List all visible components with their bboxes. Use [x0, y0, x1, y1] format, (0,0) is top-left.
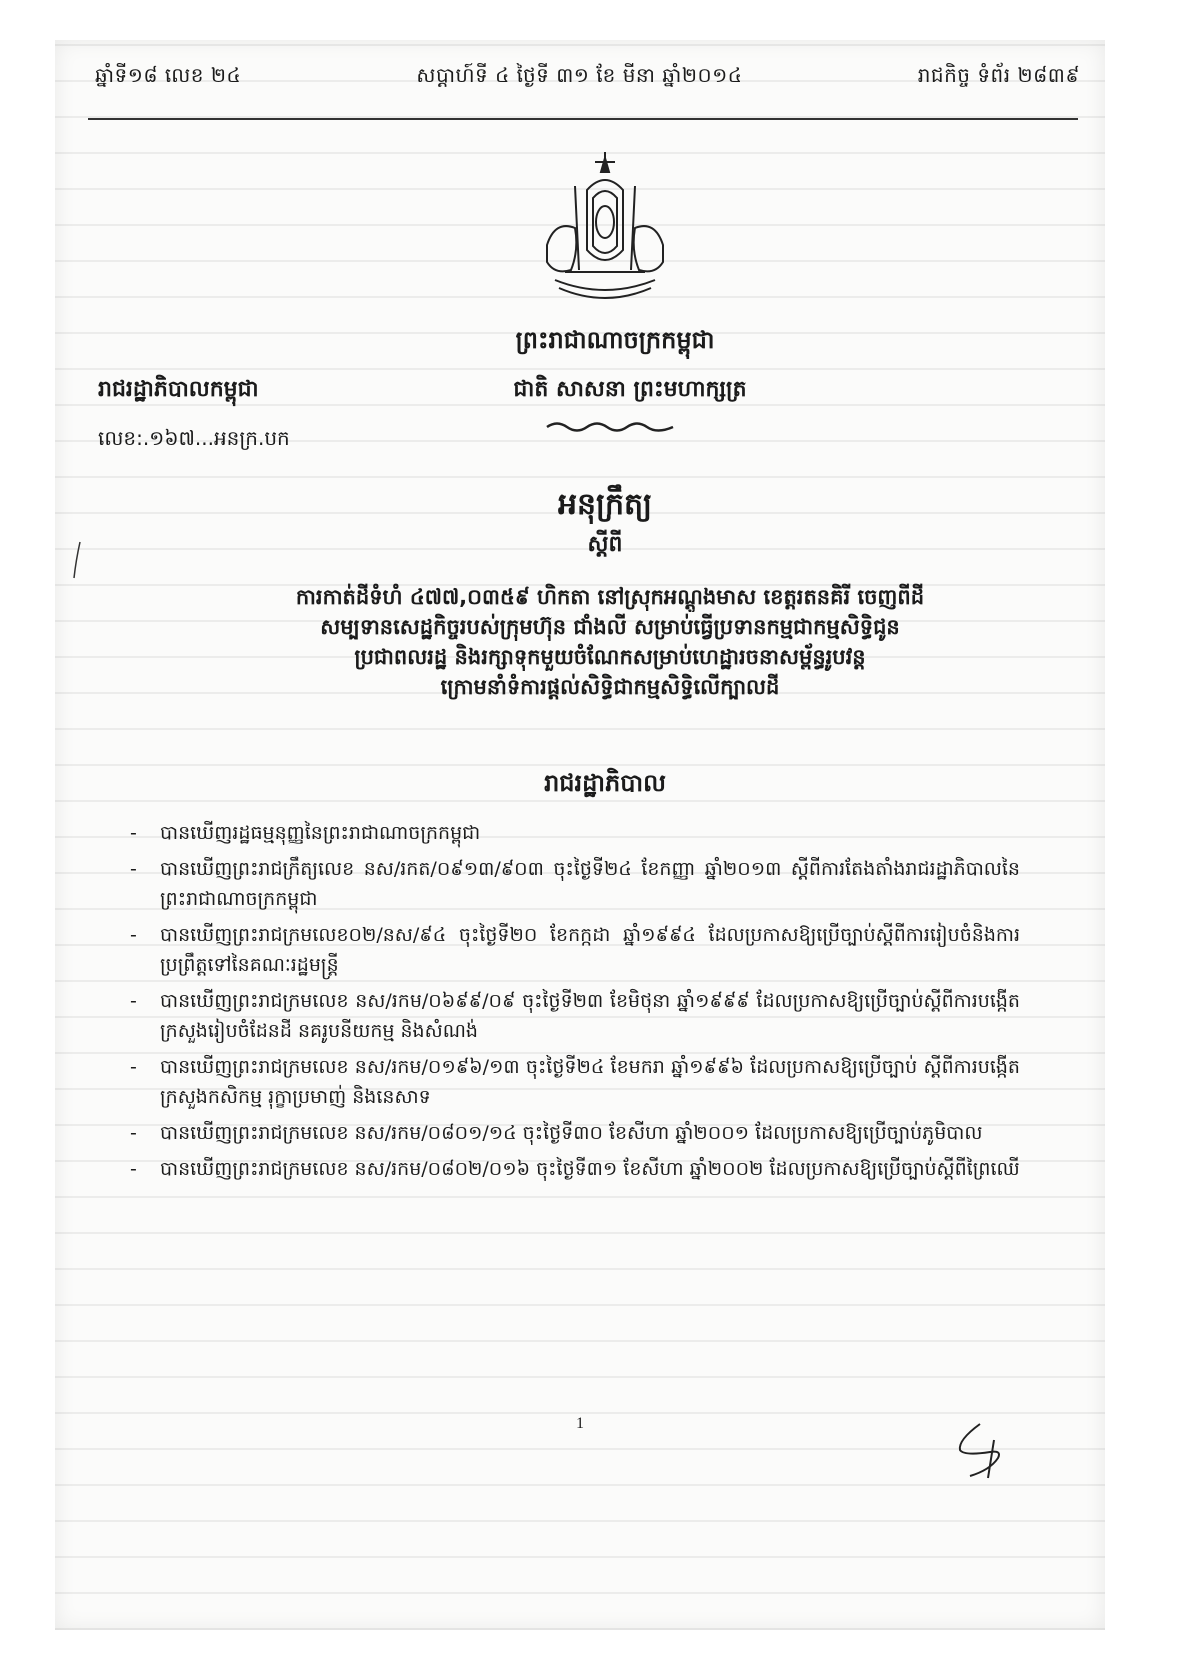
header-divider	[88, 118, 1078, 120]
list-item: - បានឃើញព្រះរាជក្រមលេខ នស/រកម/០៨០២/០១៦ ចុះថ្ងៃទី៣១ ខែសីហា ឆ្នាំ២០០២ ដែលប្រកាសឱ្យប្រើច្បាប់ស្តីពីព្រៃឈើ	[130, 1154, 1020, 1184]
subject-label: ស្តីពី	[587, 532, 623, 557]
subject-line: ក្រោមនាំទំការផ្តល់សិទ្ធិជាកម្មសិទ្ធិលើក្បាលដី	[440, 675, 780, 699]
considerations-list	[130, 818, 1020, 1190]
bullet-dash: -	[130, 990, 137, 1012]
gazette-page: រាជកិច្ច ទំព័រ ២៨៣៩	[917, 63, 1080, 87]
gazette-header	[95, 62, 1080, 92]
document-type: អនុក្រឹត្យ	[557, 487, 653, 522]
reference-number: លេខ:.១៦៧...អនក្រ.បក	[98, 426, 290, 450]
gazette-date: សប្តាហ៍ទី ៤ ថ្ងៃទី ៣១ ខែ មីនា ឆ្នាំ២០១៤	[416, 63, 743, 87]
bullet-dash: -	[130, 1056, 137, 1078]
list-item: - បានឃើញព្រះរាជក្រមលេខ នស/រកម/០៨០១/១៤ ចុះថ្ងៃទី៣០ ខែសីហា ឆ្នាំ២០០១ ដែលប្រកាសឱ្យប្រើច្បាប់ភូមិបាល	[130, 1118, 1020, 1148]
signature-icon	[950, 1420, 1020, 1480]
bullet-dash: -	[130, 822, 137, 844]
kingdom-title: ព្រះរាជាណាចក្រកម្ពុជា	[515, 326, 715, 354]
list-item: - បានឃើញរដ្ឋធម្មនុញ្ញនៃព្រះរាជាណាចក្រកម្ពុជា	[130, 818, 1020, 848]
page-number: 1	[576, 1415, 584, 1432]
subject-line: ប្រជាពលរដ្ឋ និងរក្សាទុកមួយចំណែកសម្រាប់ហេដ្ឋារចនាសម្ព័ន្ធរូបវន្ត	[354, 645, 866, 669]
subject-line: សម្បទានសេដ្ឋកិច្ចរបស់ក្រុមហ៊ុន ជាំងលី សម្រាប់ធ្វើប្រទានកម្មជាកម្មសិទ្ធិជូន	[320, 615, 900, 639]
gazette-issue: ឆ្នាំទី១៨ លេខ ២៤	[95, 63, 242, 87]
national-motto: ជាតិ សាសនា ព្រះមហាក្សត្រ	[513, 377, 747, 402]
margin-mark-icon	[72, 540, 82, 580]
bullet-dash: -	[130, 1158, 137, 1180]
bullet-dash: -	[130, 1122, 137, 1144]
list-item: - បានឃើញព្រះរាជក្រឹត្យលេខ នស/រកត/០៩១៣/៩០៣ ចុះថ្ងៃទី២៤ ខែកញ្ញា ឆ្នាំ២០១៣ ស្តីពីការតែងតាំងរាជរដ្ឋាភិបាលនៃព្រះរាជាណាចក្រកម្ពុជា	[130, 854, 1020, 914]
royal-coat-of-arms-icon	[535, 150, 675, 310]
government-name: រាជរដ្ឋាភិបាលកម្ពុជា	[98, 377, 259, 402]
bullet-dash: -	[130, 858, 137, 880]
bullet-dash: -	[130, 924, 137, 946]
ornament-divider-icon	[545, 420, 675, 434]
list-item: - បានឃើញព្រះរាជក្រមលេខ នស/រកម/០៦៩៩/០៩ ចុះថ្ងៃទី២៣ ខែមិថុនា ឆ្នាំ១៩៩៩ ដែលប្រកាសឱ្យប្រើច្បាប់ស្តីពីការបង្កើតក្រសួងរៀបចំដែនដី នគរូបនីយកម្ម និងសំណង់	[130, 986, 1020, 1046]
subject-line: ការកាត់ដីទំហំ ៤៧៧,០៣៥៩ ហិកតា នៅស្រុកអណ្តូងមាស ខេត្តរតនគិរី ចេញពីដី	[295, 585, 925, 609]
issuing-authority: រាជរដ្ឋាភិបាល	[544, 769, 666, 797]
list-item: - បានឃើញព្រះរាជក្រមលេខ នស/រកម/០១៩៦/១៣ ចុះថ្ងៃទី២៤ ខែមករា ឆ្នាំ១៩៩៦ ដែលប្រកាសឱ្យប្រើច្បាប់ ស្តីពីការបង្កើតក្រសួងកសិកម្ម រុក្ខាប្រមាញ់ និងនេសាទ	[130, 1052, 1020, 1112]
subject-block	[160, 582, 1060, 702]
list-item: - បានឃើញព្រះរាជក្រមលេខ០២/នស/៩៤ ចុះថ្ងៃទី២០ ខែកក្កដា ឆ្នាំ១៩៩៤ ដែលប្រកាសឱ្យប្រើច្បាប់ស្តីពីការរៀបចំនិងការប្រព្រឹត្តទៅនៃគណៈរដ្ឋមន្ត្រី	[130, 920, 1020, 980]
